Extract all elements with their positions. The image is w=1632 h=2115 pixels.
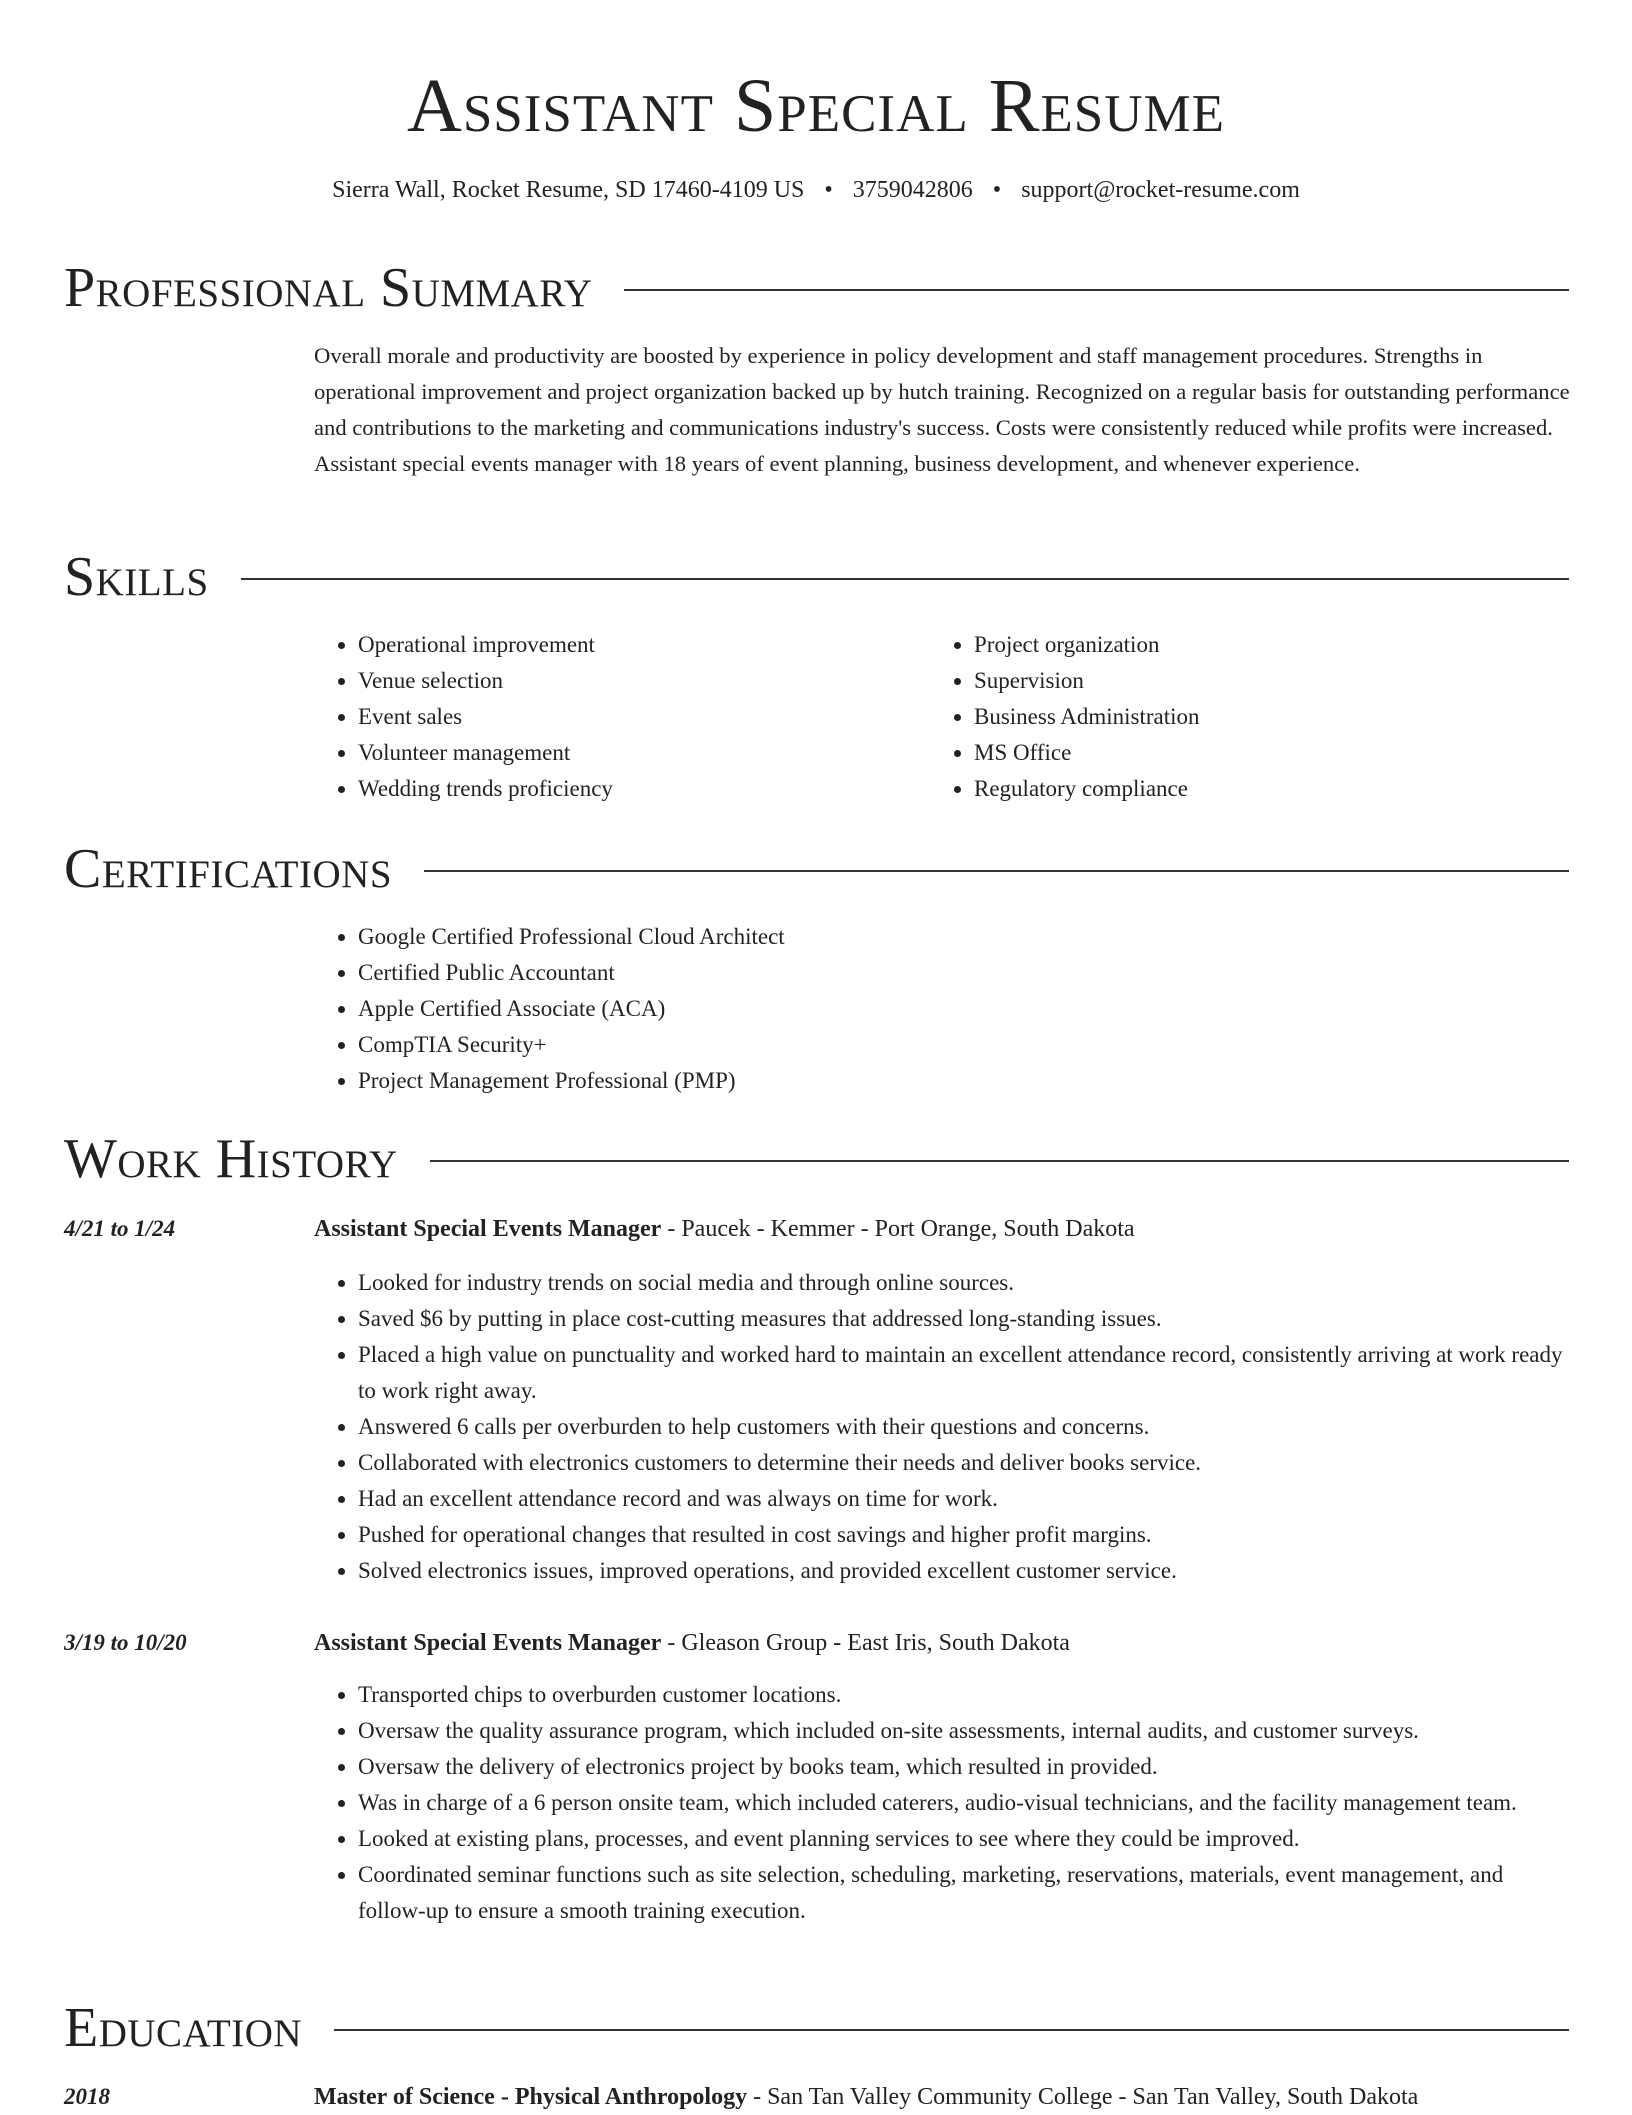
job-role: Assistant Special Events Manager (314, 1216, 662, 1242)
certifications-list (314, 919, 1314, 1099)
contact-separator: • (824, 177, 833, 203)
contact-separator: • (992, 177, 1002, 203)
education-heading: Education (64, 1997, 303, 2059)
certifications-heading: Certifications (64, 838, 393, 900)
job-bullets (314, 1265, 1570, 1589)
certification-item: • CompTIA Security+ (358, 1027, 1314, 1063)
section-divider (424, 870, 1569, 872)
contact-line (0, 172, 1632, 208)
job-bullet: • Answered 6 calls per overburden to help customers with their questions and concerns. (358, 1409, 1570, 1445)
skill-item: • Volunteer management (358, 735, 914, 771)
job-company: - Gleason Group - East Iris, South Dakota (661, 1630, 1070, 1656)
job-bullet: • Transported chips to overburden customer locations. (358, 1677, 1570, 1713)
education-school: - San Tan Valley Community College - San Tan Valley, South Dakota (747, 2084, 1419, 2110)
skill-item: • Project organization (974, 627, 1530, 663)
certification-item: • Certified Public Accountant (358, 955, 1314, 991)
certification-item: • Apple Certified Associate (ACA) (358, 991, 1314, 1027)
job-dates: 4/21 to 1/24 (64, 1216, 176, 1241)
certifications-section-header (64, 834, 1569, 904)
education-title-line (314, 2079, 1570, 2115)
skills-list-right (930, 627, 1530, 807)
skill-item: • Regulatory compliance (974, 771, 1530, 807)
education-section-header (64, 1993, 1569, 2063)
job-bullet: • Collaborated with electronics customers to determine their needs and deliver books service. (358, 1445, 1570, 1481)
job-bullet: • Coordinated seminar functions such as site selection, scheduling, marketing, reservations, materials, event management, and follow-up to ensure a smooth training execution. (358, 1857, 1570, 1929)
work-history-section-header (64, 1124, 1569, 1194)
certification-item: • Google Certified Professional Cloud Architect (358, 919, 1314, 955)
job-bullet: • Saved $6 by putting in place cost-cutting measures that addressed long-standing issues. (358, 1301, 1570, 1337)
contact-phone: 3759042806 (852, 177, 973, 203)
job-bullet: • Solved electronics issues, improved operations, and provided excellent customer service. (358, 1553, 1570, 1589)
contact-email: support@rocket-resume.com (1021, 177, 1300, 203)
skill-item: • Supervision (974, 663, 1530, 699)
job-title-line (314, 1625, 1570, 1661)
summary-heading: Professional Summary (64, 257, 593, 319)
job-bullet: • Had an excellent attendance record and was always on time for work. (358, 1481, 1570, 1517)
education-year: 2018 (64, 2084, 110, 2109)
work-history-heading: Work History (64, 1128, 398, 1190)
job-bullets (314, 1677, 1570, 1929)
job-bullet: • Looked at existing plans, processes, and event planning services to see where they could be improved. (358, 1821, 1570, 1857)
section-divider (624, 289, 1569, 291)
skill-item: • MS Office (974, 735, 1530, 771)
section-divider (430, 1160, 1569, 1162)
section-divider (241, 578, 1569, 580)
job-dates: 3/19 to 10/20 (64, 1630, 187, 1655)
job-bullet: • Oversaw the quality assurance program, which included on-site assessments, internal audits, and customer surveys. (358, 1713, 1570, 1749)
skill-item: • Business Administration (974, 699, 1530, 735)
certification-item: • Project Management Professional (PMP) (358, 1063, 1314, 1099)
skills-heading: Skills (64, 546, 209, 608)
job-bullet: • Placed a high value on punctuality and worked hard to maintain an excellent attendance record, consistently arriving at work ready to work right away. (358, 1337, 1570, 1409)
skills-list-left (314, 627, 914, 807)
job-title-line (314, 1211, 1570, 1247)
job-bullet: • Was in charge of a 6 person onsite team, which included caterers, audio-visual technicians, and the facility management team. (358, 1785, 1570, 1821)
contact-address: Sierra Wall, Rocket Resume, SD 17460-4109 US (332, 177, 805, 203)
skill-item: • Event sales (358, 699, 914, 735)
education-degree: Master of Science - Physical Anthropology (314, 2084, 748, 2110)
resume-name: Assistant Special Resume (406, 64, 1226, 148)
section-divider (334, 2029, 1569, 2031)
skills-section-header (64, 542, 1569, 612)
job-role: Assistant Special Events Manager (314, 1630, 662, 1656)
job-company: - Paucek - Kemmer - Port Orange, South Dakota (661, 1216, 1135, 1242)
job-bullet: • Looked for industry trends on social media and through online sources. (358, 1265, 1570, 1301)
job-bullet: • Pushed for operational changes that resulted in cost savings and higher profit margins. (358, 1517, 1570, 1553)
skill-item: • Operational improvement (358, 627, 914, 663)
skill-item: • Wedding trends proficiency (358, 771, 914, 807)
summary-text: Overall morale and productivity are boosted by experience in policy development and staff management procedures. Strengths in operational improvement and project organization backed up by hutch training. Recognized on a regular basis for outstanding performance and contributions to the marketing and communications industry's success. Costs were consistently reduced while profits were increased. Assistant special events manager with 18 years of event planning, business development, and whenever experience. (314, 343, 1570, 476)
skill-item: • Venue selection (358, 663, 914, 699)
job-bullet: • Oversaw the delivery of electronics project by books team, which resulted in provided. (358, 1749, 1570, 1785)
summary-section-header (64, 253, 1569, 323)
